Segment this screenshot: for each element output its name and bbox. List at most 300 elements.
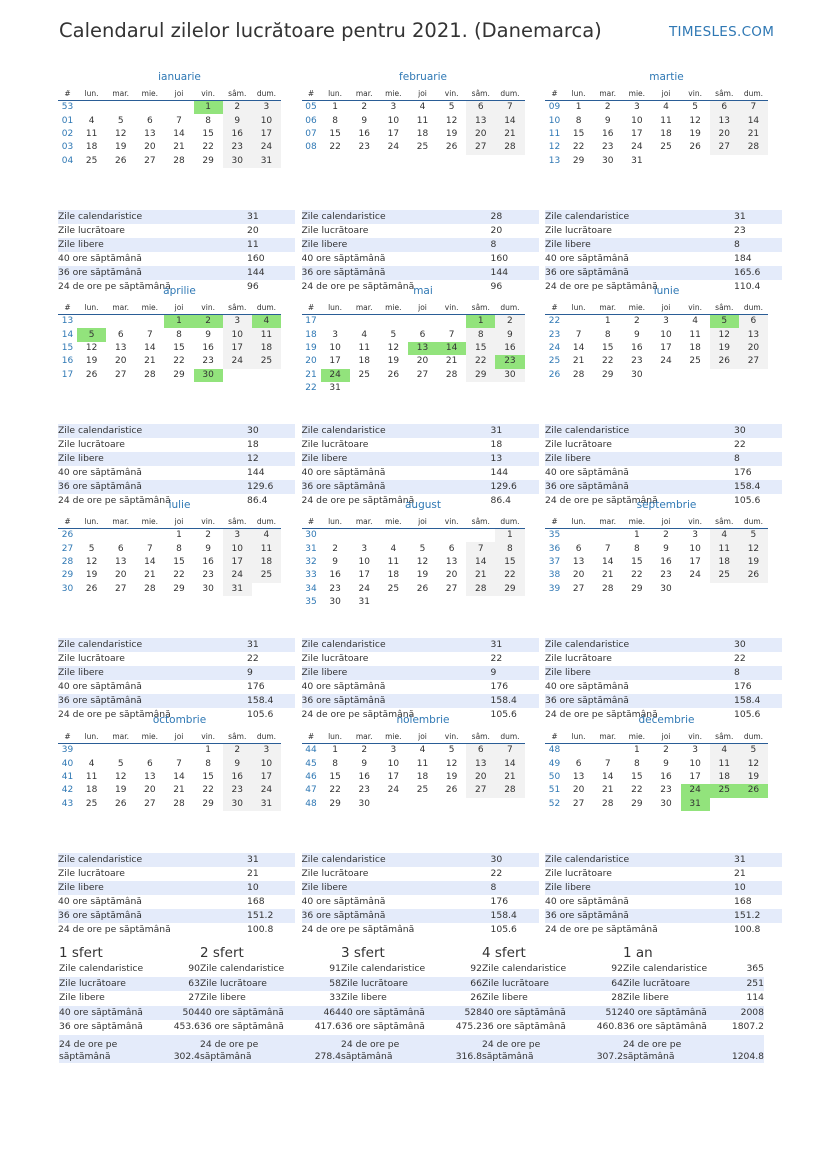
day-cell[interactable]: 9 (205, 543, 211, 554)
day-cell[interactable]: 9 (223, 114, 252, 127)
day-cell[interactable]: 29 (631, 583, 643, 594)
day-cell[interactable]: 9 (332, 556, 338, 567)
day-cell[interactable]: 30 (223, 155, 252, 168)
day-cell[interactable]: 30 (202, 583, 214, 594)
day-cell[interactable]: 18 (85, 142, 98, 153)
day-cell[interactable]: 26 (445, 142, 458, 153)
day-cell[interactable]: 3 (361, 543, 368, 554)
day-cell[interactable]: 9 (633, 329, 640, 340)
day-cell[interactable]: 18 (252, 342, 281, 355)
day-cell[interactable]: 3 (252, 101, 281, 115)
day-cell[interactable]: 27 (572, 583, 585, 594)
day-cell[interactable]: 12 (416, 556, 429, 567)
day-cell[interactable]: 19 (689, 128, 701, 139)
day-cell[interactable]: 13 (710, 114, 739, 127)
day-cell[interactable]: 12 (387, 342, 400, 353)
day-cell[interactable]: 16 (329, 570, 341, 581)
day-cell[interactable]: 4 (252, 529, 281, 543)
day-cell[interactable]: 15 (202, 128, 214, 139)
day-cell[interactable]: 21 (144, 356, 156, 367)
day-cell[interactable]: 8 (205, 115, 211, 126)
day-cell[interactable]: 22 (173, 356, 185, 367)
day-cell[interactable]: 3 (633, 102, 640, 113)
day-cell[interactable]: 5 (448, 102, 455, 113)
day-cell[interactable]: 27 (114, 583, 127, 594)
day-cell[interactable]: 13 (445, 556, 458, 567)
day-cell[interactable]: 12 (689, 115, 701, 126)
day-cell[interactable]: 1 (633, 530, 640, 541)
day-cell[interactable]: 25 (416, 142, 429, 153)
day-cell[interactable]: 7 (466, 542, 495, 555)
day-cell[interactable]: 13 (144, 128, 156, 139)
day-cell[interactable]: 18 (416, 128, 429, 139)
day-cell[interactable]: 6 (448, 543, 455, 554)
day-cell[interactable]: 15 (631, 556, 643, 567)
day-cell[interactable]: 27 (710, 141, 739, 154)
day-cell[interactable]: 15 (202, 771, 214, 782)
day-cell[interactable]: 5 (739, 529, 768, 543)
day-cell[interactable]: 22 (631, 570, 643, 581)
day-cell[interactable]: 6 (466, 744, 495, 758)
day-cell[interactable]: 21 (601, 785, 614, 796)
day-cell[interactable]: 3 (223, 529, 252, 543)
day-cell[interactable]: 14 (144, 556, 156, 567)
day-cell[interactable]: 19 (445, 771, 458, 782)
day-cell[interactable]: 5 (710, 315, 739, 329)
day-cell[interactable]: 23 (223, 141, 252, 154)
day-cell[interactable]: 25 (252, 569, 281, 582)
day-cell[interactable]: 13 (466, 757, 495, 770)
day-cell[interactable]: 13 (572, 771, 585, 782)
day-cell[interactable]: 1 (575, 102, 582, 113)
day-cell[interactable]: 4 (710, 529, 739, 543)
day-cell[interactable]: 30 (194, 369, 223, 382)
day-cell[interactable]: 2 (205, 530, 211, 541)
day-cell[interactable]: 29 (202, 798, 214, 809)
day-cell[interactable]: 19 (114, 142, 127, 153)
day-cell[interactable]: 26 (114, 155, 127, 166)
day-cell[interactable]: 18 (660, 128, 672, 139)
day-cell[interactable]: 7 (176, 758, 182, 769)
day-cell[interactable]: 24 (689, 570, 701, 581)
day-cell[interactable]: 16 (358, 771, 370, 782)
day-cell[interactable]: 1 (164, 315, 193, 329)
day-cell[interactable]: 28 (144, 369, 156, 380)
day-cell[interactable]: 25 (387, 583, 400, 594)
day-cell[interactable]: 4 (390, 543, 397, 554)
day-cell[interactable]: 9 (495, 328, 524, 341)
day-cell[interactable]: 15 (329, 771, 341, 782)
day-cell[interactable]: 25 (416, 785, 429, 796)
day-cell[interactable]: 22 (202, 142, 214, 153)
day-cell[interactable]: 4 (710, 744, 739, 758)
day-cell[interactable]: 24 (631, 142, 643, 153)
day-cell[interactable]: 10 (252, 757, 281, 770)
day-cell[interactable]: 27 (416, 369, 429, 380)
day-cell[interactable]: 10 (329, 342, 341, 353)
day-cell[interactable]: 13 (114, 342, 127, 353)
day-cell[interactable]: 19 (85, 570, 98, 581)
day-cell[interactable]: 9 (663, 543, 669, 554)
day-cell[interactable]: 7 (739, 101, 768, 115)
day-cell[interactable]: 2 (332, 543, 338, 554)
day-cell[interactable]: 19 (710, 342, 739, 355)
day-cell[interactable]: 9 (223, 757, 252, 770)
day-cell[interactable]: 28 (495, 784, 524, 797)
day-cell[interactable]: 26 (387, 369, 400, 380)
day-cell[interactable]: 20 (739, 342, 768, 355)
day-cell[interactable]: 11 (85, 771, 98, 782)
day-cell[interactable]: 24 (252, 784, 281, 797)
day-cell[interactable]: 28 (144, 583, 156, 594)
day-cell[interactable]: 28 (495, 141, 524, 154)
day-cell[interactable]: 28 (739, 141, 768, 154)
day-cell[interactable]: 29 (495, 583, 524, 596)
day-cell[interactable]: 30 (329, 597, 341, 608)
day-cell[interactable]: 21 (601, 570, 614, 581)
day-cell[interactable]: 13 (114, 556, 127, 567)
day-cell[interactable]: 24 (252, 141, 281, 154)
day-cell[interactable]: 24 (223, 355, 252, 368)
day-cell[interactable]: 19 (416, 570, 429, 581)
day-cell[interactable]: 23 (202, 570, 214, 581)
day-cell[interactable]: 7 (176, 115, 182, 126)
day-cell[interactable]: 14 (173, 771, 185, 782)
day-cell[interactable]: 25 (252, 355, 281, 368)
day-cell[interactable]: 23 (631, 356, 643, 367)
day-cell[interactable]: 12 (445, 115, 458, 126)
day-cell[interactable]: 8 (176, 543, 182, 554)
day-cell[interactable]: 29 (202, 155, 214, 166)
day-cell[interactable]: 23 (223, 784, 252, 797)
day-cell[interactable]: 22 (202, 785, 214, 796)
day-cell[interactable]: 11 (387, 556, 400, 567)
day-cell[interactable]: 11 (252, 542, 281, 555)
day-cell[interactable]: 5 (692, 102, 698, 113)
day-cell[interactable]: 10 (660, 329, 672, 340)
day-cell[interactable]: 21 (495, 128, 524, 141)
day-cell[interactable]: 28 (601, 583, 614, 594)
day-cell[interactable]: 21 (739, 128, 768, 141)
day-cell[interactable]: 6 (466, 101, 495, 115)
day-cell[interactable]: 12 (710, 328, 739, 341)
day-cell[interactable]: 5 (117, 758, 124, 769)
day-cell[interactable]: 14 (173, 128, 185, 139)
day-cell[interactable]: 7 (146, 543, 153, 554)
day-cell[interactable]: 5 (117, 115, 124, 126)
day-cell[interactable]: 5 (88, 543, 95, 554)
day-cell[interactable]: 17 (387, 128, 400, 139)
day-cell[interactable]: 15 (173, 556, 185, 567)
day-cell[interactable]: 23 (202, 356, 214, 367)
day-cell[interactable]: 4 (361, 329, 368, 340)
day-cell[interactable]: 6 (146, 115, 153, 126)
day-cell[interactable]: 23 (358, 142, 370, 153)
day-cell[interactable]: 15 (329, 128, 341, 139)
day-cell[interactable]: 29 (173, 369, 185, 380)
day-cell[interactable]: 17 (631, 128, 643, 139)
day-cell[interactable]: 20 (144, 142, 156, 153)
day-cell[interactable]: 15 (601, 342, 614, 353)
day-cell[interactable]: 21 (466, 569, 495, 582)
day-cell[interactable]: 20 (466, 771, 495, 784)
day-cell[interactable]: 25 (85, 798, 98, 809)
day-cell[interactable]: 2 (495, 315, 524, 329)
day-cell[interactable]: 30 (358, 798, 370, 809)
day-cell[interactable]: 30 (601, 155, 614, 166)
day-cell[interactable]: 12 (85, 556, 98, 567)
day-cell[interactable]: 14 (572, 342, 585, 353)
day-cell[interactable]: 31 (223, 583, 252, 596)
day-cell[interactable]: 25 (85, 155, 98, 166)
day-cell[interactable]: 2 (663, 530, 669, 541)
day-cell[interactable]: 2 (361, 102, 368, 113)
day-cell[interactable]: 17 (223, 342, 252, 355)
day-cell[interactable]: 1 (332, 745, 338, 756)
day-cell[interactable]: 21 (445, 356, 458, 367)
day-cell[interactable]: 26 (689, 142, 701, 153)
day-cell[interactable]: 8 (604, 329, 611, 340)
day-cell[interactable]: 10 (631, 115, 643, 126)
day-cell[interactable]: 14 (437, 342, 466, 355)
day-cell[interactable]: 30 (223, 798, 252, 811)
day-cell[interactable]: 18 (710, 556, 739, 569)
day-cell[interactable]: 3 (663, 316, 669, 327)
day-cell[interactable]: 22 (601, 356, 614, 367)
day-cell[interactable]: 16 (202, 556, 214, 567)
day-cell[interactable]: 20 (114, 356, 127, 367)
day-cell[interactable]: 7 (604, 543, 611, 554)
day-cell[interactable]: 1 (176, 530, 182, 541)
day-cell[interactable]: 7 (575, 329, 582, 340)
day-cell[interactable]: 7 (495, 744, 524, 758)
day-cell[interactable]: 8 (332, 115, 338, 126)
day-cell[interactable]: 9 (663, 758, 669, 769)
day-cell[interactable]: 21 (495, 771, 524, 784)
day-cell[interactable]: 12 (739, 542, 768, 555)
day-cell[interactable]: 4 (252, 315, 281, 329)
day-cell[interactable]: 2 (194, 315, 223, 329)
day-cell[interactable]: 10 (223, 542, 252, 555)
day-cell[interactable]: 2 (223, 744, 252, 758)
day-cell[interactable]: 10 (689, 758, 701, 769)
day-cell[interactable]: 18 (358, 356, 370, 367)
day-cell[interactable]: 17 (252, 771, 281, 784)
day-cell[interactable]: 11 (660, 115, 672, 126)
day-cell[interactable]: 29 (466, 369, 495, 382)
day-cell[interactable]: 2 (663, 745, 669, 756)
day-cell[interactable]: 14 (495, 757, 524, 770)
day-cell[interactable]: 15 (466, 342, 495, 355)
day-cell[interactable]: 8 (495, 542, 524, 555)
day-cell[interactable]: 2 (633, 316, 640, 327)
day-cell[interactable]: 21 (173, 142, 185, 153)
day-cell[interactable]: 16 (495, 342, 524, 355)
day-cell[interactable]: 5 (448, 745, 455, 756)
day-cell[interactable]: 9 (361, 115, 368, 126)
day-cell[interactable]: 27 (739, 355, 768, 368)
day-cell[interactable]: 11 (416, 115, 429, 126)
day-cell[interactable]: 8 (176, 329, 182, 340)
day-cell[interactable]: 17 (358, 570, 370, 581)
day-cell[interactable]: 26 (739, 784, 768, 797)
day-cell[interactable]: 5 (419, 543, 426, 554)
day-cell[interactable]: 24 (387, 785, 400, 796)
day-cell[interactable]: 10 (387, 115, 400, 126)
day-cell[interactable]: 2 (361, 745, 368, 756)
day-cell[interactable]: 20 (416, 356, 429, 367)
day-cell[interactable]: 6 (575, 543, 582, 554)
day-cell[interactable]: 24 (660, 356, 672, 367)
day-cell[interactable]: 1 (604, 316, 611, 327)
day-cell[interactable]: 30 (495, 369, 524, 382)
day-cell[interactable]: 30 (660, 583, 672, 594)
day-cell[interactable]: 19 (85, 356, 98, 367)
day-cell[interactable]: 11 (416, 758, 429, 769)
day-cell[interactable]: 7 (448, 329, 455, 340)
day-cell[interactable]: 30 (660, 798, 672, 809)
day-cell[interactable]: 21 (144, 570, 156, 581)
day-cell[interactable]: 21 (572, 356, 585, 367)
day-cell[interactable]: 9 (604, 115, 611, 126)
day-cell[interactable]: 4 (663, 102, 669, 113)
day-cell[interactable]: 14 (601, 771, 614, 782)
day-cell[interactable]: 6 (117, 329, 124, 340)
day-cell[interactable]: 23 (329, 583, 341, 594)
day-cell[interactable]: 27 (445, 583, 458, 594)
day-cell[interactable]: 5 (390, 329, 397, 340)
day-cell[interactable]: 26 (710, 355, 739, 368)
day-cell[interactable]: 8 (575, 115, 582, 126)
day-cell[interactable]: 1 (205, 745, 211, 756)
day-cell[interactable]: 12 (445, 758, 458, 769)
day-cell[interactable]: 1 (194, 101, 223, 115)
day-cell[interactable]: 18 (252, 556, 281, 569)
day-cell[interactable]: 10 (252, 114, 281, 127)
day-cell[interactable]: 6 (575, 758, 582, 769)
day-cell[interactable]: 22 (631, 785, 643, 796)
day-cell[interactable]: 19 (739, 771, 768, 784)
day-cell[interactable]: 11 (252, 328, 281, 341)
day-cell[interactable]: 22 (329, 785, 341, 796)
day-cell[interactable]: 15 (173, 342, 185, 353)
day-cell[interactable]: 10 (358, 556, 370, 567)
day-cell[interactable]: 28 (572, 369, 585, 380)
day-cell[interactable]: 24 (321, 369, 350, 382)
day-cell[interactable]: 10 (223, 328, 252, 341)
day-cell[interactable]: 12 (114, 128, 127, 139)
day-cell[interactable]: 14 (495, 114, 524, 127)
day-cell[interactable]: 22 (495, 569, 524, 582)
day-cell[interactable]: 26 (85, 583, 98, 594)
day-cell[interactable]: 18 (85, 785, 98, 796)
day-cell[interactable]: 13 (572, 556, 585, 567)
day-cell[interactable]: 17 (329, 356, 341, 367)
day-cell[interactable]: 4 (692, 316, 698, 327)
day-cell[interactable]: 17 (689, 556, 701, 567)
day-cell[interactable]: 3 (223, 315, 252, 329)
day-cell[interactable]: 23 (660, 785, 672, 796)
day-cell[interactable]: 28 (466, 583, 495, 596)
day-cell[interactable]: 25 (710, 569, 739, 582)
day-cell[interactable]: 22 (329, 142, 341, 153)
day-cell[interactable]: 4 (88, 758, 95, 769)
brand-link[interactable]: TIMESLES.COM (669, 24, 775, 40)
day-cell[interactable]: 28 (173, 798, 185, 809)
day-cell[interactable]: 20 (466, 128, 495, 141)
day-cell[interactable]: 11 (710, 542, 739, 555)
day-cell[interactable]: 24 (681, 784, 710, 797)
day-cell[interactable]: 23 (358, 785, 370, 796)
day-cell[interactable]: 22 (466, 355, 495, 368)
day-cell[interactable]: 11 (358, 342, 370, 353)
day-cell[interactable]: 3 (332, 329, 338, 340)
day-cell[interactable]: 25 (689, 356, 701, 367)
day-cell[interactable]: 27 (144, 798, 156, 809)
day-cell[interactable]: 16 (660, 556, 672, 567)
day-cell[interactable]: 11 (85, 128, 98, 139)
day-cell[interactable]: 19 (445, 128, 458, 139)
day-cell[interactable]: 17 (223, 556, 252, 569)
day-cell[interactable]: 8 (205, 758, 211, 769)
day-cell[interactable]: 18 (710, 771, 739, 784)
day-cell[interactable]: 31 (631, 155, 643, 166)
day-cell[interactable]: 26 (114, 798, 127, 809)
day-cell[interactable]: 13 (408, 342, 437, 355)
day-cell[interactable]: 8 (332, 758, 338, 769)
day-cell[interactable]: 21 (173, 785, 185, 796)
day-cell[interactable]: 1 (495, 529, 524, 543)
day-cell[interactable]: 27 (466, 784, 495, 797)
day-cell[interactable]: 31 (252, 798, 281, 811)
day-cell[interactable]: 27 (466, 141, 495, 154)
day-cell[interactable]: 9 (361, 758, 368, 769)
day-cell[interactable]: 26 (85, 369, 98, 380)
day-cell[interactable]: 19 (739, 556, 768, 569)
day-cell[interactable]: 16 (223, 128, 252, 141)
day-cell[interactable]: 31 (252, 155, 281, 168)
day-cell[interactable]: 25 (710, 784, 739, 797)
day-cell[interactable]: 25 (358, 369, 370, 380)
day-cell[interactable]: 6 (739, 315, 768, 329)
day-cell[interactable]: 16 (601, 128, 614, 139)
day-cell[interactable]: 16 (202, 342, 214, 353)
day-cell[interactable]: 14 (739, 114, 768, 127)
day-cell[interactable]: 22 (173, 570, 185, 581)
day-cell[interactable]: 31 (681, 798, 710, 811)
day-cell[interactable]: 25 (660, 142, 672, 153)
day-cell[interactable]: 31 (329, 383, 341, 394)
day-cell[interactable]: 17 (689, 771, 701, 782)
day-cell[interactable]: 23 (660, 570, 672, 581)
day-cell[interactable]: 1 (466, 315, 495, 329)
day-cell[interactable]: 16 (223, 771, 252, 784)
day-cell[interactable]: 18 (387, 570, 400, 581)
day-cell[interactable]: 6 (146, 758, 153, 769)
day-cell[interactable]: 5 (739, 744, 768, 758)
day-cell[interactable]: 14 (601, 556, 614, 567)
day-cell[interactable]: 28 (173, 155, 185, 166)
day-cell[interactable]: 17 (252, 128, 281, 141)
day-cell[interactable]: 12 (114, 771, 127, 782)
day-cell[interactable]: 5 (77, 328, 106, 341)
day-cell[interactable]: 16 (660, 771, 672, 782)
day-cell[interactable]: 27 (114, 369, 127, 380)
day-cell[interactable]: 3 (252, 744, 281, 758)
day-cell[interactable]: 16 (631, 342, 643, 353)
day-cell[interactable]: 15 (495, 556, 524, 569)
day-cell[interactable]: 28 (445, 369, 458, 380)
